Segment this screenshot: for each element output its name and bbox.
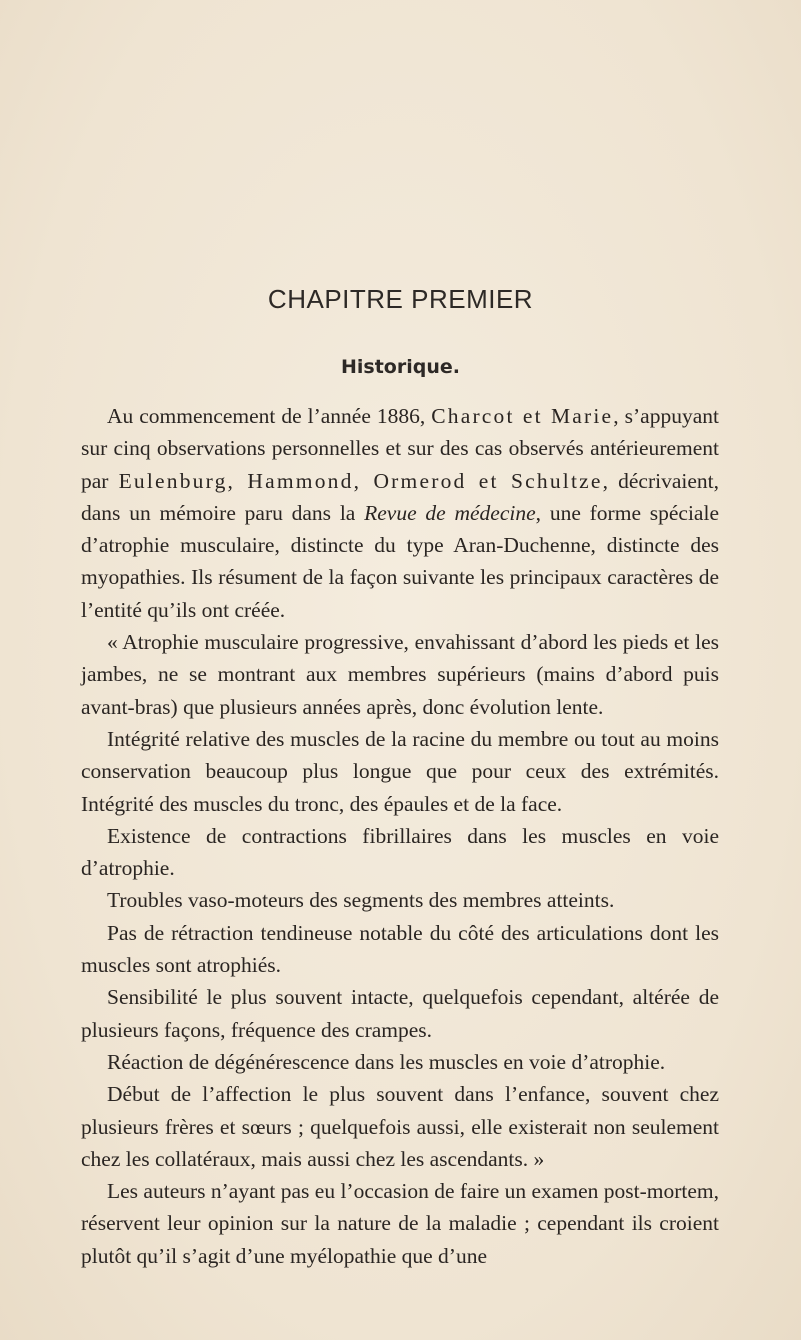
text-run: , une forme spéciale d’atrophie musculaire, distincte du type Aran-Duchenne, distincte des myopathies. Ils résument de la façon suivante les principaux caractères de l’entité qu’ils ont créée. (81, 500, 719, 622)
chapter-title: CHAPITRE PREMIER (267, 284, 534, 314)
author-names: Eulenburg, Hammond, Ormerod et Schultze (118, 468, 603, 493)
paragraph (81, 400, 719, 626)
text-run: , s’appuyant sur cinq observations personnelles et sur des cas observés antérieurement par (81, 404, 719, 493)
paragraph: Troubles vaso-moteurs des segments des membres atteints. (107, 888, 615, 913)
author-names: Charcot et Marie (431, 404, 614, 428)
paragraph: Existence de contractions fibrillaires dans les muscles en voie d’atrophie. (81, 823, 719, 881)
section-title: Historique. (341, 356, 460, 378)
paragraph: Pas de rétraction tendineuse notable du côté des articulations dont les muscles sont atrophiés. (81, 920, 719, 978)
body-text (81, 400, 719, 1272)
paragraph: Sensibilité le plus souvent intacte, quelquefois cependant, altérée de plusieurs façons, fréquence des crampes. (81, 985, 719, 1042)
text-run: Au commencement de l’année 1886, (107, 404, 432, 428)
paragraph: « Atrophie musculaire progressive, envahissant d’abord les pieds et les jambes, ne se montrant aux membres supérieurs (mains d’abord puis avant-bras) que plusieurs années après, donc évolution lente. (81, 630, 719, 719)
text-run: , décrivaient, dans un mémoire paru dans la (81, 468, 719, 525)
journal-title: Revue de médecine (364, 500, 536, 525)
paragraph: Les auteurs n’ayant pas eu l’occasion de faire un examen post-mortem, réservent leur opinion sur la nature de la maladie ; cependant ils croient plutôt qu’il s’agit d’une myélopathie que d’une (81, 1179, 719, 1268)
paragraph: Intégrité relative des muscles de la racine du membre ou tout au moins conservation beaucoup plus longue que pour ceux des extrémités. Intégrité des muscles du tronc, des épaules et de la face. (81, 726, 719, 816)
paragraph: Réaction de dégénérescence dans les muscles en voie d’atrophie. (107, 1049, 666, 1074)
paragraph: Début de l’affection le plus souvent dans l’enfance, souvent chez plusieurs frères et sœurs ; quelquefois aussi, elle existerait non seulement chez les collatéraux, mais aussi chez les ascendants. » (81, 1082, 719, 1171)
